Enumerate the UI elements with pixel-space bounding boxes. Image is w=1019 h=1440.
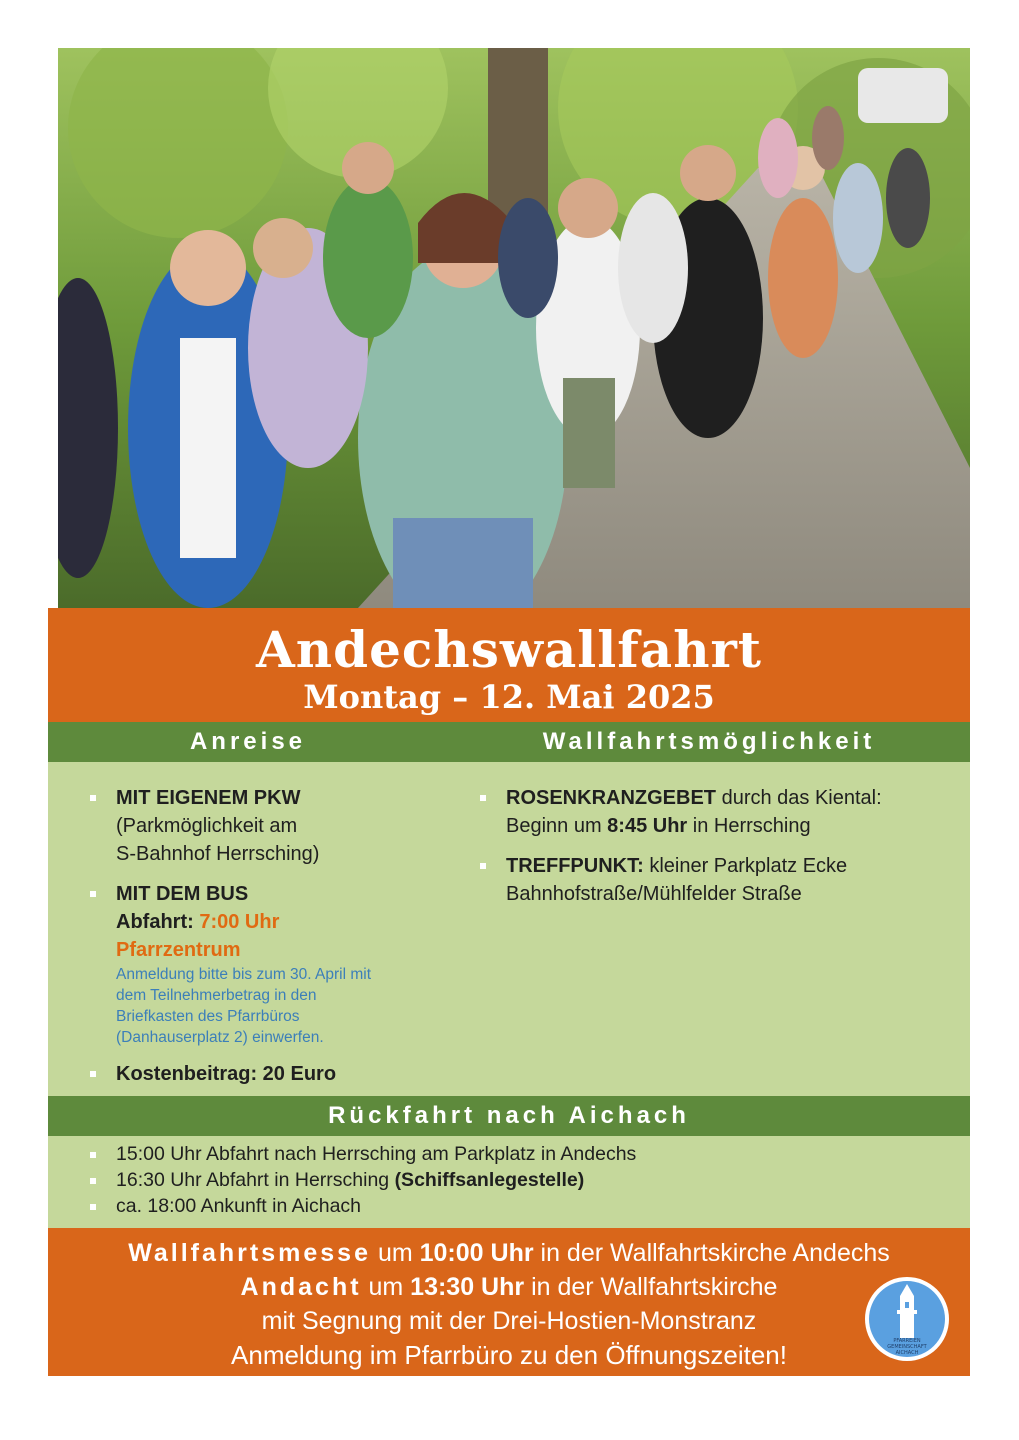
bullet-icon xyxy=(90,1204,96,1210)
mass-time: 10:00 Uhr xyxy=(419,1239,534,1267)
rosary-text: durch das Kiental: xyxy=(716,787,882,809)
bullet-icon xyxy=(480,795,486,801)
start-prefix: Beginn um xyxy=(506,815,608,837)
anreise-heading: Anreise xyxy=(189,728,307,755)
pkw-title: MIT EIGENEM PKW xyxy=(116,787,301,809)
note-line: Briefkasten des Pfarrbüros xyxy=(116,1008,300,1025)
list-item xyxy=(90,784,470,868)
list-item xyxy=(90,1193,950,1219)
meeting-line xyxy=(506,852,950,880)
church-tower-icon xyxy=(864,1276,950,1362)
meeting-title: TREFFPUNKT: xyxy=(506,855,644,877)
list-item xyxy=(90,880,470,1048)
meeting-text: kleiner Parkplatz Ecke xyxy=(643,855,848,877)
bullet-icon xyxy=(90,891,96,897)
pkw-note: S-Bahnhof Herrsching) xyxy=(116,843,320,865)
rosary-title: ROSENKRANZGEBET xyxy=(506,787,717,809)
start-line xyxy=(506,812,950,840)
devotion-time: 13:30 Uhr xyxy=(410,1273,525,1301)
bullet-icon xyxy=(480,863,486,869)
departure-place: Pfarrzentrum xyxy=(116,939,241,961)
mass-place: in der Wallfahrtskirche Andechs xyxy=(533,1239,890,1267)
note-line: (Danhauserplatz 2) einwerfen. xyxy=(116,1029,324,1046)
logo-text-1: PFARREIEN xyxy=(893,1338,921,1344)
bottom-band xyxy=(48,1228,970,1376)
mass-line xyxy=(48,1228,970,1270)
parish-logo xyxy=(864,1276,950,1362)
bullet-icon xyxy=(90,1071,96,1077)
note-line: Anmeldung bitte bis zum 30. April mit xyxy=(116,966,372,983)
wallfahrt-column xyxy=(480,784,950,920)
meeting-address: Bahnhofstraße/Mühlfelder Straße xyxy=(506,883,802,905)
registration-note xyxy=(116,964,470,1048)
return-item: ca. 18:00 Ankunft in Aichach xyxy=(116,1195,362,1217)
list-item xyxy=(90,1167,950,1193)
bullet-icon xyxy=(90,1178,96,1184)
note-line: dem Teilnehmerbetrag in den xyxy=(116,987,317,1004)
bus-departure xyxy=(116,908,470,936)
bus-title: MIT DEM BUS xyxy=(116,883,249,905)
cost-amount: Kostenbeitrag: 20 Euro xyxy=(116,1063,337,1085)
devotion-line xyxy=(48,1270,970,1304)
rosary-line xyxy=(506,784,950,812)
list-item xyxy=(480,852,950,908)
departure-label: Abfahrt: xyxy=(116,911,194,933)
logo-text-3: AICHACH xyxy=(895,1350,919,1356)
list-item xyxy=(90,1141,950,1167)
section-heading-bar xyxy=(48,722,970,762)
pkw-note: (Parkmöglichkeit am xyxy=(116,815,298,837)
departure-time: 7:00 Uhr xyxy=(199,911,280,933)
registration-line: Anmeldung im Pfarrbüro zu den Öffnungszeiten! xyxy=(231,1340,787,1370)
return-heading-bar xyxy=(48,1096,970,1136)
return-list xyxy=(90,1141,950,1219)
devotion-label: Andacht xyxy=(240,1273,362,1301)
blessing-line: mit Segnung mit der Drei-Hostien-Monstranz xyxy=(261,1307,757,1335)
mass-um: um xyxy=(371,1239,420,1267)
pilgrims-photo xyxy=(58,48,970,608)
anreise-column xyxy=(90,784,470,1100)
start-place: in Herrsching xyxy=(687,815,811,837)
list-item xyxy=(480,784,950,840)
devotion-um: um xyxy=(361,1273,411,1301)
mass-label: Wallfahrtsmesse xyxy=(128,1239,371,1267)
page-title: Andechswallfahrt xyxy=(256,620,762,679)
event-date: Montag – 12. Mai 2025 xyxy=(303,678,715,716)
start-time: 8:45 Uhr xyxy=(607,815,688,837)
logo-text-2: GEMEINSCHAFT xyxy=(887,1344,927,1350)
bullet-icon xyxy=(90,795,96,801)
devotion-place: in der Wallfahrtskirche xyxy=(524,1273,778,1301)
return-item: 16:30 Uhr Abfahrt in Herrsching xyxy=(116,1169,395,1191)
list-item xyxy=(90,1060,470,1088)
header-photo xyxy=(58,48,970,608)
bullet-icon xyxy=(90,1152,96,1158)
return-panel xyxy=(48,1136,970,1228)
return-heading: Rückfahrt nach Aichach xyxy=(328,1102,690,1129)
info-panel xyxy=(48,762,970,1096)
wallfahrt-heading: Wallfahrtsmöglichkeit xyxy=(542,728,876,755)
return-item-bold: (Schiffsanlegestelle) xyxy=(394,1169,585,1191)
title-band xyxy=(48,608,970,722)
return-item: 15:00 Uhr Abfahrt nach Herrsching am Parkplatz in Andechs xyxy=(116,1143,637,1165)
